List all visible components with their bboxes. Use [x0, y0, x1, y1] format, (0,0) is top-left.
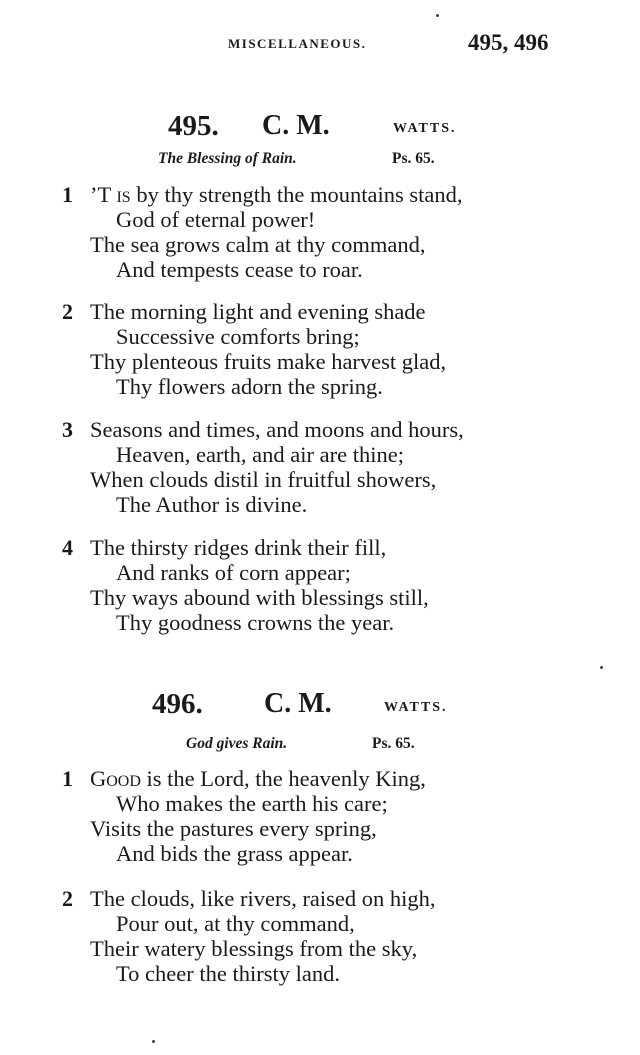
verse-line: When clouds distil in fruitful showers,	[90, 467, 437, 492]
stanza-number: 1	[62, 766, 73, 791]
verse-line: And ranks of corn appear;	[116, 560, 351, 585]
verse-line-rest: is the Lord, the heavenly King,	[140, 766, 426, 791]
hymn-author: WATTS.	[393, 121, 457, 136]
verse-line: To cheer the thirsty land.	[116, 961, 340, 986]
verse-line: Visits the pastures every spring,	[90, 816, 377, 841]
hymn-meter: C. M.	[262, 110, 330, 141]
verse-line: Pour out, at thy command,	[116, 911, 355, 936]
verse-line: Thy goodness crowns the year.	[116, 610, 395, 635]
verse-line: Seasons and times, and moons and hours,	[90, 417, 464, 442]
stanza-number: 1	[62, 182, 73, 207]
hymn-meter: C. M.	[264, 688, 332, 719]
psalm-reference: Ps. 65.	[392, 150, 435, 167]
verse-line	[90, 766, 426, 791]
page-numbers: 495, 496	[468, 30, 549, 55]
verse-line: Thy flowers adorn the spring.	[116, 374, 383, 399]
psalm-reference: Ps. 65.	[372, 735, 415, 752]
verse-first-word: ’T is	[90, 182, 131, 207]
verse-line: The clouds, like rivers, raised on high,	[90, 886, 436, 911]
ink-speck	[600, 666, 603, 669]
stanza-number: 2	[62, 886, 73, 911]
hymn-subtitle: The Blessing of Rain.	[158, 150, 297, 167]
verse-line: God of eternal power!	[116, 207, 316, 232]
verse-line: Who makes the earth his care;	[116, 791, 388, 816]
verse-line: The sea grows calm at thy command,	[90, 232, 426, 257]
verse-line-rest: by thy strength the mountains stand,	[130, 182, 463, 207]
running-head: MISCELLANEOUS.	[228, 36, 367, 51]
verse-line	[90, 182, 463, 207]
hymn-subtitle: God gives Rain.	[186, 735, 288, 752]
stanza-number: 3	[62, 417, 73, 442]
verse-line: The Author is divine.	[116, 492, 308, 517]
verse-line: The thirsty ridges drink their fill,	[90, 535, 387, 560]
verse-line: Thy plenteous fruits make harvest glad,	[90, 349, 447, 374]
verse-line: And tempests cease to roar.	[116, 257, 363, 282]
hymn-author: WATTS.	[384, 700, 448, 715]
stanza-number: 2	[62, 299, 73, 324]
verse-line: The morning light and evening shade	[90, 299, 426, 324]
verse-line: Thy ways abound with blessings still,	[90, 585, 429, 610]
hymn-number: 496.	[152, 688, 203, 720]
verse-line: And bids the grass appear.	[116, 841, 353, 866]
stanza-number: 4	[62, 535, 73, 560]
hymn-number: 495.	[168, 110, 219, 142]
verse-line: Their watery blessings from the sky,	[90, 936, 418, 961]
verse-first-word: Good	[90, 766, 141, 791]
verse-line: Heaven, earth, and air are thine;	[116, 442, 404, 467]
verse-line: Successive comforts bring;	[116, 324, 360, 349]
ink-speck	[152, 1040, 155, 1043]
ink-speck	[436, 14, 439, 17]
